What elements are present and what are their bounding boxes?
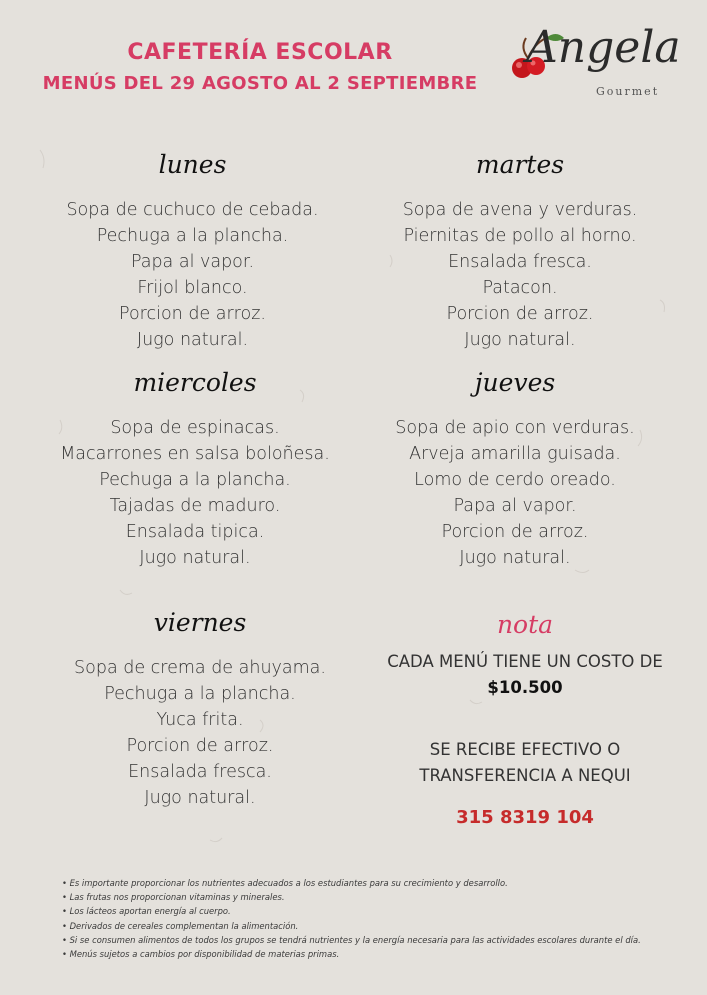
day-title: miercoles xyxy=(133,368,257,397)
note-cost-line: CADA MENÚ TIENE UN COSTO DE xyxy=(387,652,663,671)
menu-item: Frijol blanco. xyxy=(137,278,248,298)
note-section xyxy=(360,610,690,828)
phone-number: 315 8319 104 xyxy=(456,807,594,828)
logo-name: Angela xyxy=(526,22,681,73)
menu-item: Jugo natural. xyxy=(459,548,571,568)
menu-item: Ensalada tipica. xyxy=(125,522,265,542)
menu-item: Jugo natural. xyxy=(139,548,251,568)
menu-item: Porcion de arroz. xyxy=(441,522,589,542)
menu-item: Sopa de crema de ahuyama. xyxy=(74,658,326,678)
menu-item: Porcion de arroz. xyxy=(126,736,274,756)
footer-note: • Los lácteos aportan energía al cuerpo. xyxy=(62,906,231,917)
footer-note: • Las frutas nos proporcionan vitaminas y minerales. xyxy=(62,892,285,903)
menu-item: Porcion de arroz. xyxy=(446,304,594,324)
menu-item: Tajadas de maduro. xyxy=(109,496,281,516)
menu-viernes xyxy=(55,608,345,811)
menu-item: Piernitas de pollo al horno. xyxy=(403,226,637,246)
menu-item: Papa al vapor. xyxy=(453,496,577,516)
menu-item: Pechuga a la plancha. xyxy=(104,684,296,704)
day-title: viernes xyxy=(153,608,247,637)
menu-item: Sopa de apio con verduras. xyxy=(395,418,635,438)
footer-note: • Menús sujetos a cambios por disponibilidad de materias primas. xyxy=(62,949,340,960)
page-subtitle: MENÚS DEL 29 AGOSTO AL 2 SEPTIEMBRE xyxy=(42,73,478,94)
menu-martes xyxy=(370,150,670,353)
menu-item: Pechuga a la plancha. xyxy=(96,226,289,246)
footer-note: • Si se consumen alimentos de todos los grupos se tendrá nutrientes y la energía necesaria para las actividades escolares durante el día. xyxy=(62,934,641,945)
menu-item: Ensalada fresca. xyxy=(448,252,592,272)
page-title: CAFETERÍA ESCOLAR xyxy=(127,40,393,65)
footer-note: • Derivados de cereales complementan la alimentación. xyxy=(62,920,299,931)
menu-item: Pechuga a la plancha. xyxy=(99,470,291,490)
note-payment-line2: TRANSFERENCIA A NEQUI xyxy=(419,766,631,785)
menu-item: Jugo natural. xyxy=(136,330,249,350)
menu-item: Sopa de avena y verduras. xyxy=(402,200,638,220)
day-title: jueves xyxy=(474,368,556,397)
note-title: nota xyxy=(496,610,554,639)
note-payment-line1: SE RECIBE EFECTIVO O xyxy=(429,740,621,759)
menu-item: Patacon. xyxy=(482,278,558,298)
logo-sub: Gourmet xyxy=(596,85,660,98)
note-price: $10.500 xyxy=(487,678,563,697)
menu-item: Macarrones en salsa boloñesa. xyxy=(60,444,330,464)
menu-item: Jugo natural. xyxy=(144,788,256,808)
menu-item: Sopa de espinacas. xyxy=(110,418,280,438)
menu-item: Lomo de cerdo oreado. xyxy=(414,470,616,490)
day-title: lunes xyxy=(158,150,227,179)
menu-item: Yuca frita. xyxy=(156,710,244,730)
menu-item: Arveja amarilla guisada. xyxy=(409,444,621,464)
header xyxy=(0,40,520,94)
day-title: martes xyxy=(475,150,565,179)
menu-miercoles xyxy=(45,368,345,571)
menu-item: Papa al vapor. xyxy=(130,252,255,272)
menu-item: Ensalada fresca. xyxy=(128,762,272,782)
footer-note: • Es importante proporcionar los nutrientes adecuados a los estudiantes para su crecimiento y desarrollo. xyxy=(62,878,508,888)
menu-item: Sopa de cuchuco de cebada. xyxy=(66,200,319,220)
menu-lunes xyxy=(40,150,345,353)
menu-item: Porcion de arroz. xyxy=(119,304,266,324)
footer-notes xyxy=(62,876,692,961)
menu-item: Jugo natural. xyxy=(464,330,576,350)
menu-jueves xyxy=(370,368,660,571)
